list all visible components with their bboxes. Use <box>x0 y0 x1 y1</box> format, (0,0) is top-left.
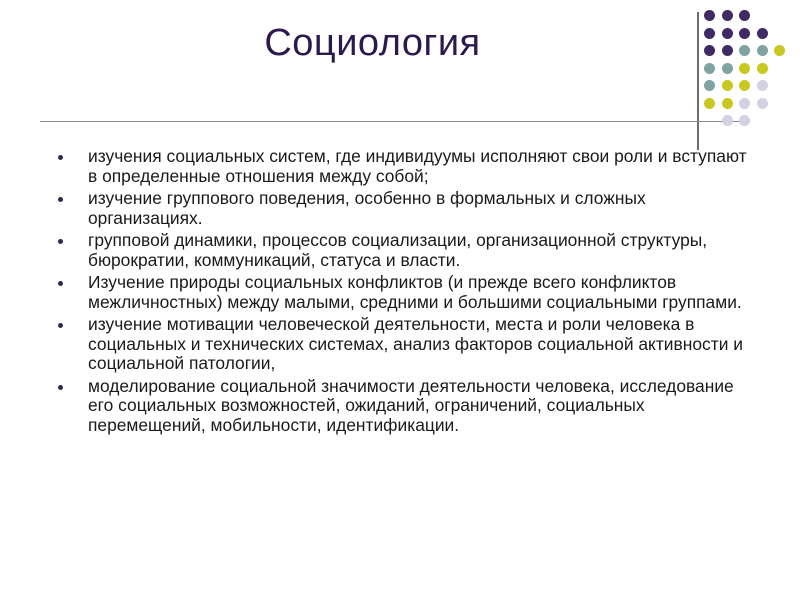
vertical-divider <box>697 12 699 150</box>
bullet-item <box>58 147 758 186</box>
bullet-icon <box>58 155 63 160</box>
decorative-dot <box>704 63 715 74</box>
bullet-icon <box>58 385 63 390</box>
decorative-dot <box>722 10 733 21</box>
decorative-dot <box>757 63 768 74</box>
bullet-item <box>58 315 758 374</box>
decorative-dot <box>739 115 750 126</box>
bullet-text: моделирование социальной значимости деятельности человека, исследование его социальных возможностей, ожиданий, ограничений, социальных перемещений, мобильности, идентификации. <box>88 375 734 435</box>
bullet-item <box>58 231 758 270</box>
decorative-dot <box>739 10 750 21</box>
decorative-dot <box>722 80 733 91</box>
bullet-text: групповой динамики, процессов социализации, организационной структуры, бюрократии, коммуникаций, статуса и власти. <box>88 230 708 270</box>
horizontal-divider <box>40 121 750 122</box>
decorative-dot <box>774 45 785 56</box>
decorative-dot <box>739 80 750 91</box>
decorative-dot <box>739 98 750 109</box>
bullet-text: изучение мотивации человеческой деятельности, места и роли человека в социальных и технических системах, анализ факторов социальной активности и социальной патологии, <box>88 314 743 373</box>
bullet-icon <box>58 239 63 244</box>
bullet-text: Изучение природы социальных конфликтов (и прежде всего конфликтов межличностных) между малыми, средними и большими социальными группами. <box>88 272 742 312</box>
slide-title: Социология <box>264 22 481 64</box>
bullet-item <box>58 377 758 436</box>
bullet-icon <box>58 323 63 328</box>
bullet-list <box>58 147 758 438</box>
bullet-item <box>58 189 758 228</box>
decorative-dot <box>704 28 715 39</box>
decorative-dot <box>704 98 715 109</box>
decorative-dot <box>704 10 715 21</box>
decorative-dot <box>757 28 768 39</box>
decorative-dot <box>739 45 750 56</box>
bullet-text: изучение группового поведения, особенно в формальных и сложных организациях. <box>88 188 646 228</box>
decorative-dot <box>722 63 733 74</box>
decorative-dot <box>757 98 768 109</box>
bullet-item <box>58 273 758 312</box>
decorative-dot <box>704 45 715 56</box>
decorative-dot <box>704 80 715 91</box>
bullet-text: изучения социальных систем, где индивидуумы исполняют свои роли и вступают в определенные отношения между собой; <box>88 146 747 186</box>
decorative-dot <box>739 63 750 74</box>
bullet-icon <box>58 197 63 202</box>
decorative-dot <box>722 45 733 56</box>
decorative-dot <box>722 28 733 39</box>
decorative-dot-grid <box>704 10 794 130</box>
bullet-icon <box>58 281 63 286</box>
decorative-dot <box>739 28 750 39</box>
decorative-dot <box>757 45 768 56</box>
decorative-dot <box>722 115 733 126</box>
decorative-dot <box>757 80 768 91</box>
decorative-dot <box>722 98 733 109</box>
